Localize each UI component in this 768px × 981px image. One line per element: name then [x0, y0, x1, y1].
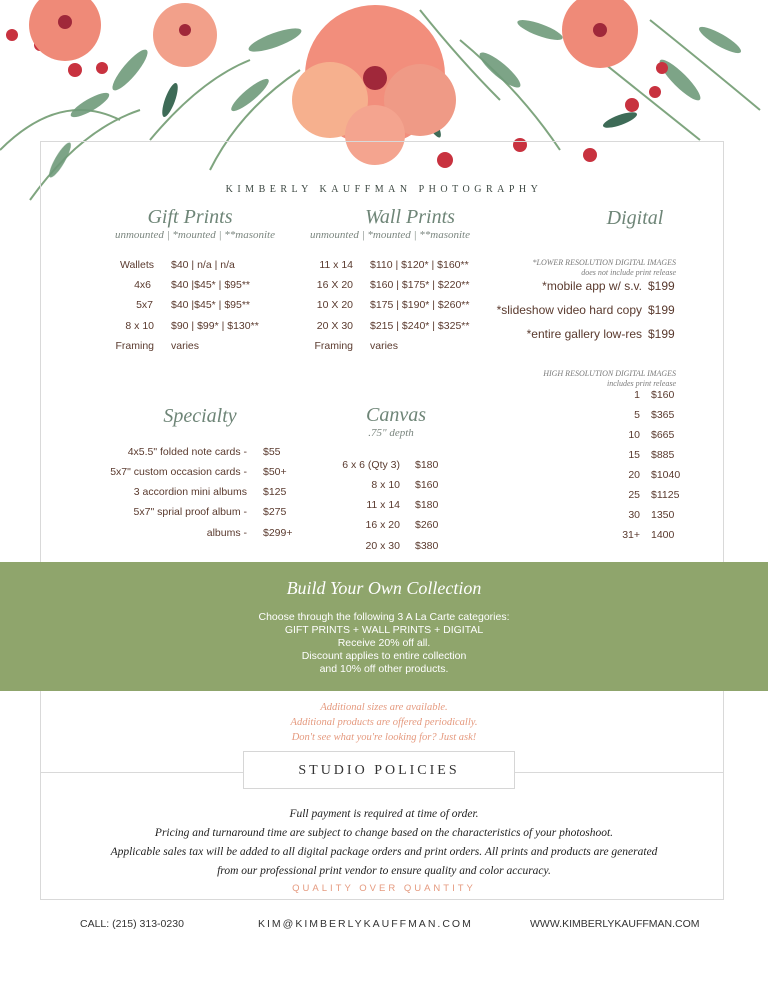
qty-price: $365	[651, 409, 675, 421]
collection-title: Build Your Own Collection	[286, 578, 482, 598]
brand-name: KIMBERLY KAUFFMAN PHOTOGRAPHY	[225, 184, 543, 195]
digital-item-label: *mobile app w/ s.v.	[542, 279, 642, 293]
policy-line: Pricing and turnaround time are subject to change based on the characteristics of your photoshoot.	[154, 827, 614, 839]
qty-label: 15	[628, 449, 640, 461]
digital-item-price: $199	[648, 327, 675, 341]
size-label: 20 X 30	[316, 320, 353, 332]
qty-price: $1125	[651, 489, 680, 501]
low-res-heading: *LOWER RESOLUTION DIGITAL IMAGES	[532, 258, 676, 267]
digital-item-label: *entire gallery low-res	[526, 327, 642, 341]
qty-price: $665	[651, 429, 675, 441]
canvas-size: 16 x 20	[365, 519, 400, 531]
policy-line: Applicable sales tax will be added to all digital package orders and print orders. All prints and products are generated	[110, 846, 658, 858]
collection-line: Discount applies to entire collection	[301, 650, 467, 662]
footer-email[interactable]: KIM@KIMBERLYKAUFFMAN.COM	[258, 918, 473, 930]
additional-note: Additional sizes are available.	[320, 702, 448, 713]
price-value: $40 | n/a | n/a	[171, 259, 235, 271]
canvas-price: $260	[415, 519, 439, 531]
qty-price: $160	[651, 389, 675, 401]
collection-line: Choose through the following 3 A La Carte categories:	[258, 611, 510, 623]
price-value: $215 | $240* | $325**	[370, 320, 470, 332]
canvas-subtitle: .75" depth	[368, 427, 414, 439]
qty-label: 31+	[622, 529, 640, 541]
qty-label: 30	[628, 509, 640, 521]
qty-price: 1350	[651, 509, 675, 521]
specialty-item: 5x7" sprial proof album -	[133, 506, 247, 518]
qty-label: 10	[628, 429, 640, 441]
qty-label: 20	[628, 469, 640, 481]
size-label: 11 x 14	[319, 259, 353, 271]
policy-line: Full payment is required at time of order.	[289, 808, 479, 820]
gift-prints-subtitle: unmounted | *mounted | **masonite	[114, 229, 276, 241]
canvas-price: $180	[415, 459, 439, 471]
specialty-price: $125	[263, 486, 287, 498]
canvas-size: 11 x 14	[366, 499, 400, 511]
qty-label: 1	[634, 389, 640, 401]
price-value: $175 | $190* | $260**	[370, 299, 470, 311]
size-label: 5x7	[136, 299, 153, 311]
size-label: Framing	[314, 340, 353, 352]
wall-prints-subtitle: unmounted | *mounted | **masonite	[309, 229, 471, 241]
size-label: 10 X 20	[316, 299, 353, 311]
qty-price: $885	[651, 449, 675, 461]
size-label: 4x6	[134, 279, 151, 291]
high-res-note: includes print release	[606, 379, 676, 388]
qty-label: 25	[628, 489, 640, 501]
wall-prints-title: Wall Prints	[365, 206, 455, 228]
footer-phone[interactable]: CALL: (215) 313-0230	[80, 918, 184, 930]
specialty-price: $299+	[263, 527, 293, 539]
price-value: varies	[370, 340, 399, 352]
collection-line: and 10% off other products.	[319, 663, 449, 675]
collection-line: GIFT PRINTS + WALL PRINTS + DIGITAL	[284, 624, 484, 636]
price-value: $40 |$45* | $95**	[171, 299, 251, 311]
size-label: Framing	[115, 340, 154, 352]
low-res-note: does not include print release	[581, 268, 676, 277]
qty-price: $1040	[651, 469, 681, 481]
digital-title: Digital	[606, 207, 664, 229]
price-value: $90 | $99* | $130**	[171, 320, 259, 332]
digital-item-price: $199	[648, 303, 675, 317]
canvas-title: Canvas	[366, 404, 426, 426]
canvas-size: 20 x 30	[365, 540, 400, 552]
canvas-price: $160	[415, 479, 439, 491]
additional-note: Additional products are offered periodically.	[290, 717, 478, 728]
qty-price: 1400	[651, 529, 675, 541]
size-label: Wallets	[119, 259, 154, 271]
additional-note: Don't see what you're looking for? Just ask!	[291, 732, 477, 743]
specialty-price: $275	[263, 506, 287, 518]
specialty-item: 3 accordion mini albums	[133, 486, 247, 498]
specialty-price: $50+	[263, 466, 287, 478]
canvas-size: 8 x 10	[371, 479, 400, 491]
collection-line: Receive 20% off all.	[337, 637, 431, 649]
specialty-item: 4x5.5" folded note cards -	[127, 446, 247, 458]
canvas-price: $380	[415, 540, 439, 552]
policies-title: STUDIO POLICIES	[243, 751, 515, 789]
price-value: $40 |$45* | $95**	[171, 279, 251, 291]
policies-tagline: QUALITY OVER QUANTITY	[292, 883, 476, 894]
size-label: 8 x 10	[125, 320, 154, 332]
specialty-title: Specialty	[163, 405, 237, 427]
digital-item-price: $199	[648, 279, 675, 293]
policy-line: from our professional print vendor to ensure quality and color accuracy.	[217, 865, 551, 877]
size-label: 16 X 20	[316, 279, 353, 291]
specialty-item: albums -	[206, 527, 247, 539]
gift-prints-title: Gift Prints	[147, 206, 233, 228]
footer-website[interactable]: WWW.KIMBERLYKAUFFMAN.COM	[530, 918, 700, 930]
qty-label: 5	[634, 409, 640, 421]
price-value: $110 | $120* | $160**	[370, 259, 469, 271]
canvas-size: 6 x 6 (Qty 3)	[342, 459, 400, 471]
price-value: varies	[171, 340, 200, 352]
high-res-heading: HIGH RESOLUTION DIGITAL IMAGES	[543, 369, 676, 378]
price-value: $160 | $175* | $220**	[370, 279, 470, 291]
digital-item-label: *slideshow video hard copy	[496, 303, 642, 317]
specialty-price: $55	[263, 446, 281, 458]
specialty-item: 5x7" custom occasion cards -	[110, 466, 247, 478]
canvas-price: $180	[415, 499, 439, 511]
